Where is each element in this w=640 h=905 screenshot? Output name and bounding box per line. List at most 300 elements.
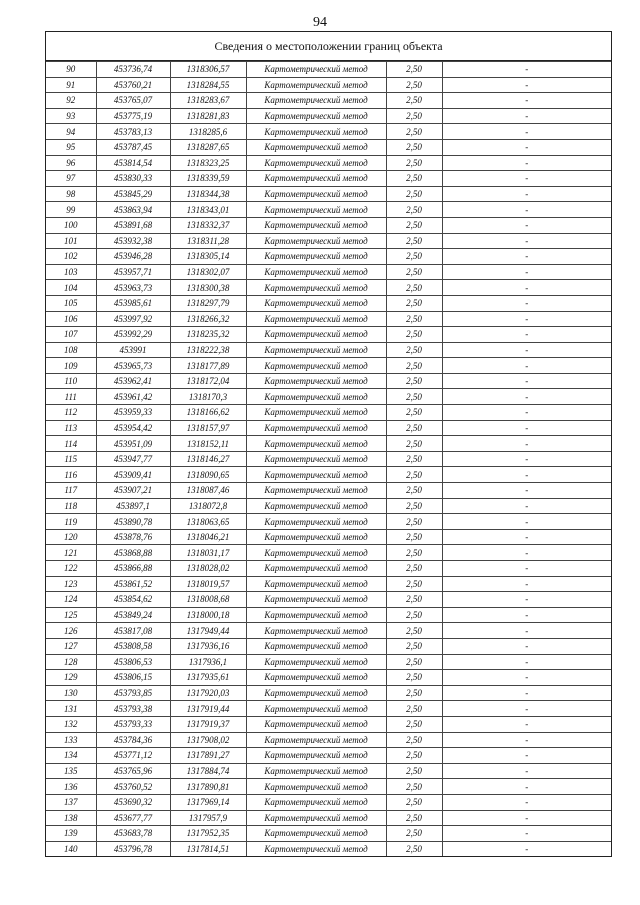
note-cell: - — [442, 467, 611, 483]
note-cell: - — [442, 171, 611, 187]
method-cell: Картометрический метод — [246, 483, 386, 499]
point-number-cell: 93 — [46, 108, 96, 124]
point-number-cell: 91 — [46, 77, 96, 93]
y-coordinate-cell: 1318281,83 — [170, 108, 246, 124]
table-row — [46, 217, 611, 233]
method-cell: Картометрический метод — [246, 108, 386, 124]
table-row — [46, 763, 611, 779]
point-number-cell: 95 — [46, 139, 96, 155]
note-cell: - — [442, 498, 611, 514]
table-row — [46, 171, 611, 187]
note-cell: - — [442, 358, 611, 374]
table-row — [46, 295, 611, 311]
note-cell: - — [442, 779, 611, 795]
method-cell: Картометрический метод — [246, 576, 386, 592]
method-cell: Картометрический метод — [246, 436, 386, 452]
table-header: Сведения о местоположении границ объекта — [46, 32, 611, 61]
point-number-cell: 134 — [46, 748, 96, 764]
method-cell: Картометрический метод — [246, 171, 386, 187]
note-cell: - — [442, 670, 611, 686]
note-cell: - — [442, 217, 611, 233]
x-coordinate-cell: 453771,12 — [96, 748, 170, 764]
method-cell: Картометрический метод — [246, 62, 386, 78]
x-coordinate-cell: 453957,71 — [96, 264, 170, 280]
table-row — [46, 748, 611, 764]
accuracy-cell: 2,50 — [386, 420, 442, 436]
method-cell: Картометрический метод — [246, 358, 386, 374]
x-coordinate-cell: 453954,42 — [96, 420, 170, 436]
accuracy-cell: 2,50 — [386, 638, 442, 654]
accuracy-cell: 2,50 — [386, 451, 442, 467]
point-number-cell: 111 — [46, 389, 96, 405]
y-coordinate-cell: 1318087,46 — [170, 483, 246, 499]
point-number-cell: 110 — [46, 373, 96, 389]
table-row — [46, 545, 611, 561]
table-row — [46, 483, 611, 499]
note-cell: - — [442, 638, 611, 654]
accuracy-cell: 2,50 — [386, 171, 442, 187]
method-cell: Картометрический метод — [246, 451, 386, 467]
point-number-cell: 118 — [46, 498, 96, 514]
table-row — [46, 498, 611, 514]
note-cell: - — [442, 654, 611, 670]
method-cell: Картометрический метод — [246, 420, 386, 436]
method-cell: Картометрический метод — [246, 327, 386, 343]
x-coordinate-cell: 453866,88 — [96, 561, 170, 577]
method-cell: Картометрический метод — [246, 405, 386, 421]
note-cell: - — [442, 327, 611, 343]
table-row — [46, 280, 611, 296]
x-coordinate-cell: 453965,73 — [96, 358, 170, 374]
y-coordinate-cell: 1318323,25 — [170, 155, 246, 171]
table-row — [46, 373, 611, 389]
x-coordinate-cell: 453863,94 — [96, 202, 170, 218]
note-cell: - — [442, 420, 611, 436]
y-coordinate-cell: 1318297,79 — [170, 295, 246, 311]
note-cell: - — [442, 794, 611, 810]
note-cell: - — [442, 108, 611, 124]
note-cell: - — [442, 607, 611, 623]
method-cell: Картометрический метод — [246, 716, 386, 732]
accuracy-cell: 2,50 — [386, 514, 442, 530]
method-cell: Картометрический метод — [246, 561, 386, 577]
accuracy-cell: 2,50 — [386, 358, 442, 374]
table-row — [46, 62, 611, 78]
accuracy-cell: 2,50 — [386, 561, 442, 577]
y-coordinate-cell: 1318072,8 — [170, 498, 246, 514]
point-number-cell: 124 — [46, 592, 96, 608]
y-coordinate-cell: 1317884,74 — [170, 763, 246, 779]
table-row — [46, 716, 611, 732]
y-coordinate-cell: 1318332,37 — [170, 217, 246, 233]
x-coordinate-cell: 453861,52 — [96, 576, 170, 592]
note-cell: - — [442, 186, 611, 202]
method-cell: Картометрический метод — [246, 623, 386, 639]
note-cell: - — [442, 561, 611, 577]
note-cell: - — [442, 716, 611, 732]
y-coordinate-cell: 1318008,68 — [170, 592, 246, 608]
method-cell: Картометрический метод — [246, 186, 386, 202]
point-number-cell: 117 — [46, 483, 96, 499]
note-cell: - — [442, 139, 611, 155]
table-row — [46, 607, 611, 623]
accuracy-cell: 2,50 — [386, 545, 442, 561]
method-cell: Картометрический метод — [246, 295, 386, 311]
accuracy-cell: 2,50 — [386, 264, 442, 280]
y-coordinate-cell: 1317919,37 — [170, 716, 246, 732]
table-row — [46, 623, 611, 639]
accuracy-cell: 2,50 — [386, 280, 442, 296]
accuracy-cell: 2,50 — [386, 155, 442, 171]
point-number-cell: 131 — [46, 701, 96, 717]
y-coordinate-cell: 1317936,1 — [170, 654, 246, 670]
method-cell: Картометрический метод — [246, 202, 386, 218]
note-cell: - — [442, 264, 611, 280]
y-coordinate-cell: 1318166,62 — [170, 405, 246, 421]
x-coordinate-cell: 453793,38 — [96, 701, 170, 717]
note-cell: - — [442, 826, 611, 842]
note-cell: - — [442, 124, 611, 140]
method-cell: Картометрический метод — [246, 545, 386, 561]
y-coordinate-cell: 1317935,61 — [170, 670, 246, 686]
table-row — [46, 139, 611, 155]
accuracy-cell: 2,50 — [386, 529, 442, 545]
accuracy-cell: 2,50 — [386, 405, 442, 421]
point-number-cell: 125 — [46, 607, 96, 623]
note-cell: - — [442, 451, 611, 467]
point-number-cell: 140 — [46, 841, 96, 856]
x-coordinate-cell: 453775,19 — [96, 108, 170, 124]
x-coordinate-cell: 453951,09 — [96, 436, 170, 452]
accuracy-cell: 2,50 — [386, 483, 442, 499]
table-row — [46, 311, 611, 327]
note-cell: - — [442, 280, 611, 296]
note-cell: - — [442, 483, 611, 499]
table-row — [46, 202, 611, 218]
accuracy-cell: 2,50 — [386, 826, 442, 842]
x-coordinate-cell: 453793,33 — [96, 716, 170, 732]
x-coordinate-cell: 453985,61 — [96, 295, 170, 311]
table-row — [46, 638, 611, 654]
point-number-cell: 98 — [46, 186, 96, 202]
table-row — [46, 264, 611, 280]
x-coordinate-cell: 453854,62 — [96, 592, 170, 608]
point-number-cell: 116 — [46, 467, 96, 483]
point-number-cell: 136 — [46, 779, 96, 795]
point-number-cell: 121 — [46, 545, 96, 561]
table-row — [46, 826, 611, 842]
table-row — [46, 654, 611, 670]
table-row — [46, 124, 611, 140]
table-row — [46, 233, 611, 249]
x-coordinate-cell: 453962,41 — [96, 373, 170, 389]
table-row — [46, 155, 611, 171]
y-coordinate-cell: 1318028,02 — [170, 561, 246, 577]
table-row — [46, 514, 611, 530]
accuracy-cell: 2,50 — [386, 249, 442, 265]
point-number-cell: 109 — [46, 358, 96, 374]
accuracy-cell: 2,50 — [386, 202, 442, 218]
table-row — [46, 670, 611, 686]
point-number-cell: 135 — [46, 763, 96, 779]
table-row — [46, 529, 611, 545]
table-row — [46, 108, 611, 124]
point-number-cell: 120 — [46, 529, 96, 545]
x-coordinate-cell: 453890,78 — [96, 514, 170, 530]
x-coordinate-cell: 453806,15 — [96, 670, 170, 686]
point-number-cell: 97 — [46, 171, 96, 187]
y-coordinate-cell: 1318339,59 — [170, 171, 246, 187]
point-number-cell: 107 — [46, 327, 96, 343]
point-number-cell: 103 — [46, 264, 96, 280]
table-row — [46, 93, 611, 109]
y-coordinate-cell: 1318344,38 — [170, 186, 246, 202]
note-cell: - — [442, 592, 611, 608]
y-coordinate-cell: 1318300,38 — [170, 280, 246, 296]
y-coordinate-cell: 1318031,17 — [170, 545, 246, 561]
y-coordinate-cell: 1317969,14 — [170, 794, 246, 810]
accuracy-cell: 2,50 — [386, 748, 442, 764]
accuracy-cell: 2,50 — [386, 373, 442, 389]
note-cell: - — [442, 155, 611, 171]
y-coordinate-cell: 1318266,32 — [170, 311, 246, 327]
point-number-cell: 94 — [46, 124, 96, 140]
method-cell: Картометрический метод — [246, 389, 386, 405]
x-coordinate-cell: 453783,13 — [96, 124, 170, 140]
accuracy-cell: 2,50 — [386, 716, 442, 732]
coordinates-table-section — [45, 31, 612, 857]
note-cell: - — [442, 763, 611, 779]
accuracy-cell: 2,50 — [386, 623, 442, 639]
accuracy-cell: 2,50 — [386, 139, 442, 155]
y-coordinate-cell: 1318177,89 — [170, 358, 246, 374]
table-row — [46, 77, 611, 93]
note-cell: - — [442, 373, 611, 389]
y-coordinate-cell: 1317949,44 — [170, 623, 246, 639]
note-cell: - — [442, 405, 611, 421]
table-row — [46, 732, 611, 748]
y-coordinate-cell: 1318152,11 — [170, 436, 246, 452]
method-cell: Картометрический метод — [246, 732, 386, 748]
method-cell: Картометрический метод — [246, 280, 386, 296]
y-coordinate-cell: 1317890,81 — [170, 779, 246, 795]
note-cell: - — [442, 701, 611, 717]
method-cell: Картометрический метод — [246, 498, 386, 514]
x-coordinate-cell: 453959,33 — [96, 405, 170, 421]
y-coordinate-cell: 1318146,27 — [170, 451, 246, 467]
method-cell: Картометрический метод — [246, 685, 386, 701]
x-coordinate-cell: 453849,24 — [96, 607, 170, 623]
y-coordinate-cell: 1318305,14 — [170, 249, 246, 265]
method-cell: Картометрический метод — [246, 467, 386, 483]
y-coordinate-cell: 1318311,28 — [170, 233, 246, 249]
note-cell: - — [442, 233, 611, 249]
table-row — [46, 592, 611, 608]
table-row — [46, 389, 611, 405]
method-cell: Картометрический метод — [246, 841, 386, 856]
point-number-cell: 100 — [46, 217, 96, 233]
accuracy-cell: 2,50 — [386, 295, 442, 311]
y-coordinate-cell: 1318063,65 — [170, 514, 246, 530]
note-cell: - — [442, 841, 611, 856]
x-coordinate-cell: 453907,21 — [96, 483, 170, 499]
point-number-cell: 133 — [46, 732, 96, 748]
table-row — [46, 327, 611, 343]
y-coordinate-cell: 1317920,03 — [170, 685, 246, 701]
x-coordinate-cell: 453909,41 — [96, 467, 170, 483]
table-row — [46, 358, 611, 374]
point-number-cell: 129 — [46, 670, 96, 686]
x-coordinate-cell: 453765,96 — [96, 763, 170, 779]
x-coordinate-cell: 453760,52 — [96, 779, 170, 795]
accuracy-cell: 2,50 — [386, 607, 442, 623]
point-number-cell: 132 — [46, 716, 96, 732]
method-cell: Картометрический метод — [246, 514, 386, 530]
table-row — [46, 561, 611, 577]
method-cell: Картометрический метод — [246, 638, 386, 654]
x-coordinate-cell: 453891,68 — [96, 217, 170, 233]
accuracy-cell: 2,50 — [386, 732, 442, 748]
x-coordinate-cell: 453963,73 — [96, 280, 170, 296]
note-cell: - — [442, 93, 611, 109]
note-cell: - — [442, 576, 611, 592]
x-coordinate-cell: 453677,77 — [96, 810, 170, 826]
x-coordinate-cell: 453683,78 — [96, 826, 170, 842]
y-coordinate-cell: 1317957,9 — [170, 810, 246, 826]
coordinates-table — [46, 61, 611, 856]
method-cell: Картометрический метод — [246, 607, 386, 623]
y-coordinate-cell: 1318170,3 — [170, 389, 246, 405]
method-cell: Картометрический метод — [246, 93, 386, 109]
x-coordinate-cell: 453760,21 — [96, 77, 170, 93]
method-cell: Картометрический метод — [246, 592, 386, 608]
y-coordinate-cell: 1318172,04 — [170, 373, 246, 389]
method-cell: Картометрический метод — [246, 529, 386, 545]
x-coordinate-cell: 453947,77 — [96, 451, 170, 467]
point-number-cell: 139 — [46, 826, 96, 842]
accuracy-cell: 2,50 — [386, 108, 442, 124]
accuracy-cell: 2,50 — [386, 217, 442, 233]
table-row — [46, 576, 611, 592]
point-number-cell: 126 — [46, 623, 96, 639]
point-number-cell: 96 — [46, 155, 96, 171]
accuracy-cell: 2,50 — [386, 436, 442, 452]
method-cell: Картометрический метод — [246, 654, 386, 670]
accuracy-cell: 2,50 — [386, 124, 442, 140]
x-coordinate-cell: 453808,58 — [96, 638, 170, 654]
point-number-cell: 112 — [46, 405, 96, 421]
x-coordinate-cell: 453961,42 — [96, 389, 170, 405]
x-coordinate-cell: 453765,07 — [96, 93, 170, 109]
x-coordinate-cell: 453736,74 — [96, 62, 170, 78]
point-number-cell: 104 — [46, 280, 96, 296]
x-coordinate-cell: 453806,53 — [96, 654, 170, 670]
accuracy-cell: 2,50 — [386, 186, 442, 202]
y-coordinate-cell: 1317936,16 — [170, 638, 246, 654]
y-coordinate-cell: 1318235,32 — [170, 327, 246, 343]
method-cell: Картометрический метод — [246, 701, 386, 717]
y-coordinate-cell: 1317891,27 — [170, 748, 246, 764]
note-cell: - — [442, 342, 611, 358]
accuracy-cell: 2,50 — [386, 592, 442, 608]
y-coordinate-cell: 1318302,07 — [170, 264, 246, 280]
table-row — [46, 467, 611, 483]
x-coordinate-cell: 453793,85 — [96, 685, 170, 701]
accuracy-cell: 2,50 — [386, 342, 442, 358]
point-number-cell: 138 — [46, 810, 96, 826]
point-number-cell: 122 — [46, 561, 96, 577]
point-number-cell: 105 — [46, 295, 96, 311]
x-coordinate-cell: 453814,54 — [96, 155, 170, 171]
method-cell: Картометрический метод — [246, 233, 386, 249]
y-coordinate-cell: 1318157,97 — [170, 420, 246, 436]
point-number-cell: 92 — [46, 93, 96, 109]
note-cell: - — [442, 623, 611, 639]
note-cell: - — [442, 77, 611, 93]
table-row — [46, 701, 611, 717]
note-cell: - — [442, 249, 611, 265]
y-coordinate-cell: 1318343,01 — [170, 202, 246, 218]
accuracy-cell: 2,50 — [386, 467, 442, 483]
note-cell: - — [442, 529, 611, 545]
note-cell: - — [442, 685, 611, 701]
table-row — [46, 810, 611, 826]
y-coordinate-cell: 1318284,55 — [170, 77, 246, 93]
y-coordinate-cell: 1318046,21 — [170, 529, 246, 545]
point-number-cell: 108 — [46, 342, 96, 358]
note-cell: - — [442, 514, 611, 530]
accuracy-cell: 2,50 — [386, 763, 442, 779]
y-coordinate-cell: 1317919,44 — [170, 701, 246, 717]
y-coordinate-cell: 1317814,51 — [170, 841, 246, 856]
accuracy-cell: 2,50 — [386, 576, 442, 592]
method-cell: Картометрический метод — [246, 342, 386, 358]
method-cell: Картометрический метод — [246, 77, 386, 93]
x-coordinate-cell: 453992,29 — [96, 327, 170, 343]
x-coordinate-cell: 453784,36 — [96, 732, 170, 748]
method-cell: Картометрический метод — [246, 826, 386, 842]
point-number-cell: 106 — [46, 311, 96, 327]
accuracy-cell: 2,50 — [386, 233, 442, 249]
y-coordinate-cell: 1318019,57 — [170, 576, 246, 592]
x-coordinate-cell: 453817,08 — [96, 623, 170, 639]
point-number-cell: 101 — [46, 233, 96, 249]
table-row — [46, 405, 611, 421]
method-cell: Картометрический метод — [246, 810, 386, 826]
accuracy-cell: 2,50 — [386, 389, 442, 405]
point-number-cell: 115 — [46, 451, 96, 467]
accuracy-cell: 2,50 — [386, 810, 442, 826]
point-number-cell: 130 — [46, 685, 96, 701]
table-row — [46, 420, 611, 436]
method-cell: Картометрический метод — [246, 217, 386, 233]
y-coordinate-cell: 1317908,02 — [170, 732, 246, 748]
note-cell: - — [442, 810, 611, 826]
accuracy-cell: 2,50 — [386, 327, 442, 343]
method-cell: Картометрический метод — [246, 264, 386, 280]
table-row — [46, 794, 611, 810]
x-coordinate-cell: 453997,92 — [96, 311, 170, 327]
method-cell: Картометрический метод — [246, 670, 386, 686]
note-cell: - — [442, 202, 611, 218]
y-coordinate-cell: 1318306,57 — [170, 62, 246, 78]
method-cell: Картометрический метод — [246, 763, 386, 779]
x-coordinate-cell: 453946,28 — [96, 249, 170, 265]
y-coordinate-cell: 1318283,67 — [170, 93, 246, 109]
note-cell: - — [442, 62, 611, 78]
accuracy-cell: 2,50 — [386, 701, 442, 717]
table-row — [46, 685, 611, 701]
